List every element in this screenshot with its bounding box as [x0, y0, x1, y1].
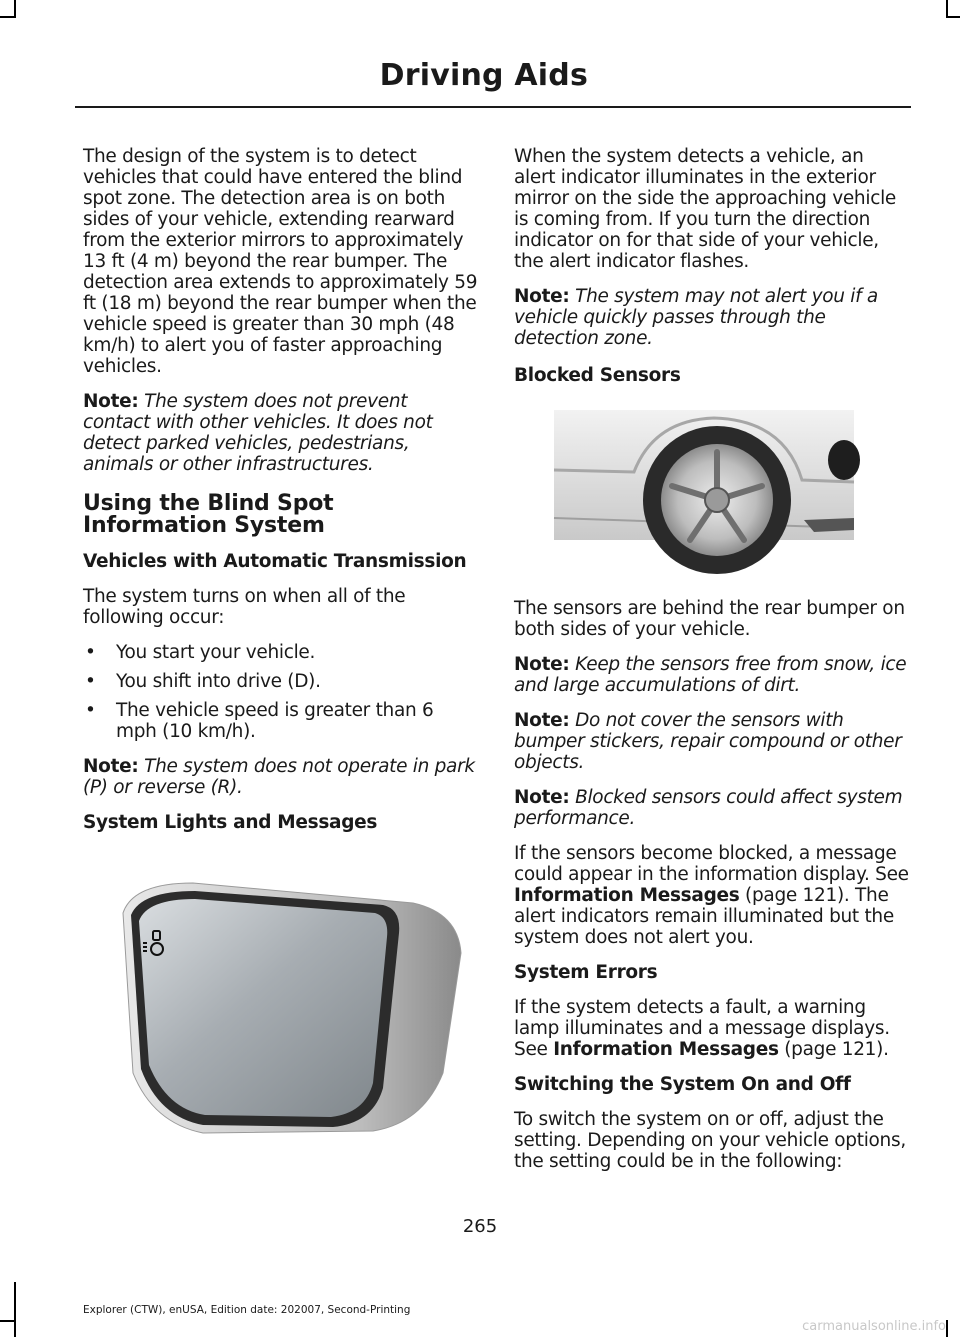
edition-footer: Explorer (CTW), enUSA, Edition date: 202007, Second-Printing [83, 1304, 411, 1316]
subheading: Blocked Sensors [514, 365, 681, 386]
paragraph: The sensors are behind the rear bumper on both sides of your vehicle. [514, 598, 905, 640]
crop-mark [0, 1320, 14, 1322]
text-run: If the sensors become blocked, a message could appear in the information display. See [514, 843, 909, 885]
note [514, 710, 909, 773]
note-label: Note: [514, 654, 570, 675]
note [514, 787, 909, 829]
crop-mark [946, 1320, 948, 1337]
note-label: Note: [514, 710, 570, 731]
crop-mark [0, 16, 14, 18]
header-divider [75, 106, 911, 108]
paragraph: The design of the system is to detect vehicles that could have entered the blind spot zone. The detection area is on both sides of your vehicle, extending rearward from the exterior mirrors to approximately 13 ft (4 m) beyond the rear bumper. The detection area extends to approximately 59 ft (18 m) beyond the rear bumper when the vehicle speed is greater than 30 mph (48 km/h) to alert you of faster approaching vehicles. [83, 146, 478, 377]
note-text: The system does not prevent contact with other vehicles. It does not detect parked vehicles, pedestrians, animals or other infrastructures. [83, 391, 433, 475]
paragraph: To switch the system on or off, adjust the setting. Depending on your vehicle options, the setting could be in the following: [514, 1109, 906, 1172]
mirror-illustration [83, 873, 478, 1163]
text-run: If the system detects a fault, a warning lamp illuminates and a message displays. See [514, 997, 890, 1060]
list-item: • You shift into drive (D). [83, 671, 478, 692]
note-text: Keep the sensors free from snow, ice and large accumulations of dirt. [514, 654, 907, 696]
section-title: Driving Aids [379, 58, 588, 93]
paragraph: When the system detects a vehicle, an alert indicator illuminates in the exterior mirror on the side the approaching vehicle is coming from. If you turn the direction indicator on for that side of your vehicle, the alert indicator flashes. [514, 146, 896, 272]
note-text: The system may not alert you if a vehicle quickly passes through the detection zone. [514, 286, 878, 349]
note-text: Do not cover the sensors with bumper stickers, repair compound or other objects. [514, 710, 902, 773]
note-label: Note: [514, 787, 570, 808]
crop-mark [948, 16, 960, 18]
subheading: Vehicles with Automatic Transmission [83, 551, 467, 572]
crop-mark [14, 0, 16, 18]
subheading: System Errors [514, 962, 658, 983]
note [514, 654, 909, 696]
paragraph: The system turns on when all of the following occur: [83, 586, 406, 628]
watermark: carmanualsonline.info [802, 1319, 946, 1334]
paragraph [514, 997, 909, 1060]
cross-reference-link[interactable]: Information Messages [553, 1039, 779, 1060]
note [514, 286, 909, 349]
crop-mark [14, 1282, 16, 1337]
section-heading: Using the Blind Spot Information System [83, 491, 334, 538]
rear-bumper-sensor-illustration [514, 400, 909, 578]
note [83, 756, 478, 798]
right-column [514, 146, 909, 1186]
note [83, 391, 478, 475]
page-number: 265 [462, 1216, 498, 1237]
list-item: • You start your vehicle. [83, 642, 478, 663]
cross-reference-link[interactable]: Information Messages [514, 885, 740, 906]
sensor-icon [828, 440, 860, 480]
text-run: (page 121). The alert indicators remain illuminated but the system does not alert you. [514, 885, 894, 948]
note-label: Note: [83, 391, 139, 412]
text-run: (page 121). [778, 1039, 889, 1060]
paragraph [514, 843, 909, 948]
list-item: • The vehicle speed is greater than 6 mph (10 km/h). [83, 700, 478, 742]
note-label: Note: [83, 756, 139, 777]
subheading: Switching the System On and Off [514, 1074, 851, 1095]
note-text: The system does not operate in park (P) or reverse (R). [83, 756, 475, 798]
note-text: Blocked sensors could affect system performance. [514, 787, 903, 829]
subheading: System Lights and Messages [83, 812, 378, 833]
left-column [83, 146, 478, 1163]
bullet-list [83, 642, 478, 742]
note-label: Note: [514, 286, 570, 307]
